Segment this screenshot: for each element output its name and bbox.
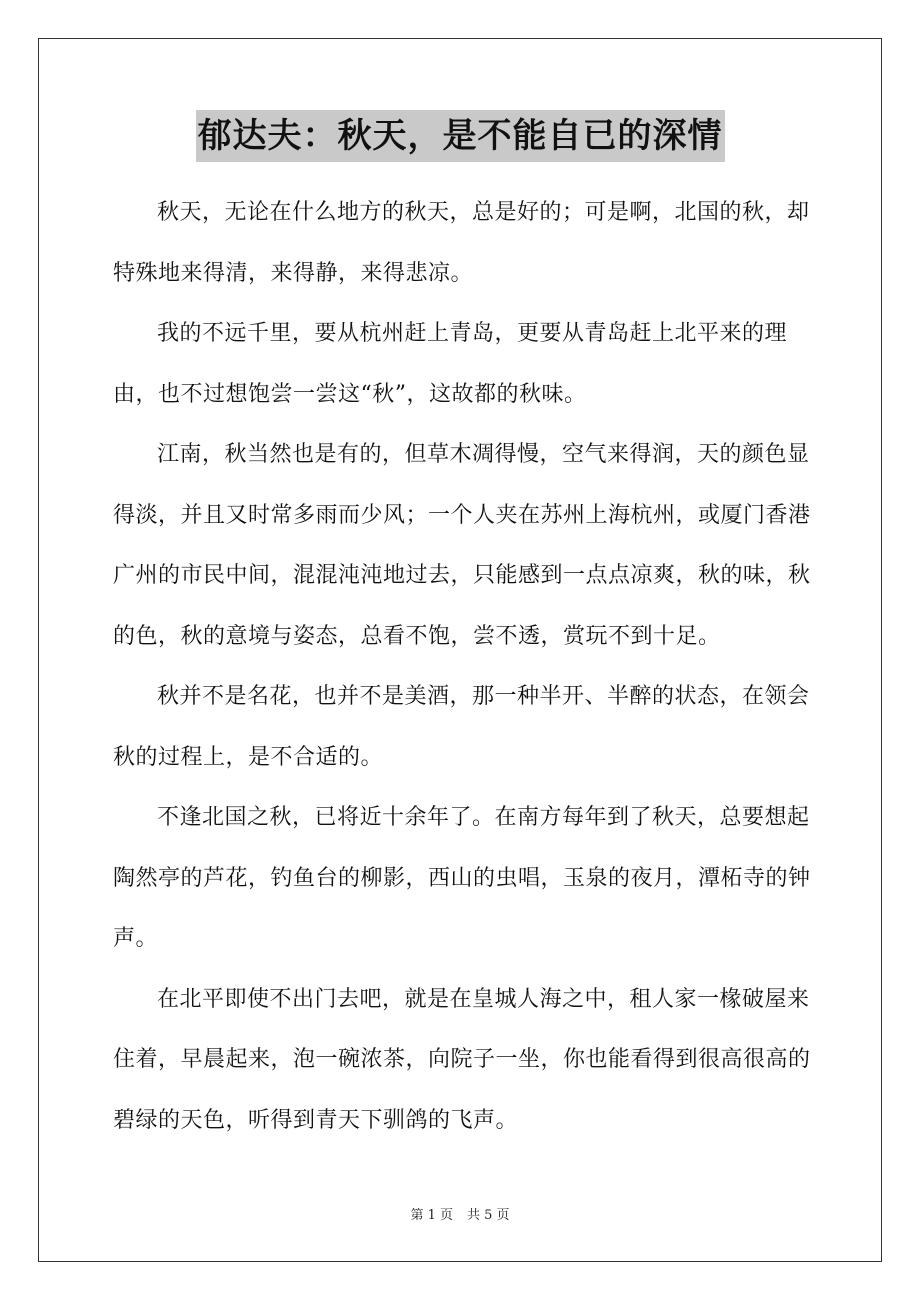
paragraph: 秋天，无论在什么地方的秋天，总是好的；可是啊，北国的秋，却特殊地来得清，来得静，来得悲凉。 xyxy=(113,200,810,286)
title-container xyxy=(0,110,920,162)
paragraph: 秋并不是名花，也并不是美酒，那一种半开、半醉的状态，在领会秋的过程上，是不合适的。 xyxy=(113,684,810,770)
paragraph: 江南，秋当然也是有的，但草木凋得慢，空气来得润，天的颜色显得淡，并且又时常多雨而少风；一个人夹在苏州上海杭州，或厦门香港广州的市民中间，混混沌沌地过去，只能感到一点点凉爽，秋的味，秋的色，秋的意境与姿态，总看不饱，尝不透，赏玩不到十足。 xyxy=(113,442,811,649)
paragraph: 在北平即使不出门去吧，就是在皇城人海之中，租人家一椽破屋来住着，早晨起来，泡一碗浓茶，向院子一坐，你也能看得到很高很高的碧绿的天色，听得到青天下驯鸽的飞声。 xyxy=(113,986,811,1133)
page-footer xyxy=(0,1206,920,1226)
paragraph: 我的不远千里，要从杭州赶上青岛，更要从青岛赶上北平来的理由，也不过想饱尝一尝这“秋”，这故都的秋味。 xyxy=(113,321,788,407)
page-number: 第 1 页 xyxy=(410,1208,453,1223)
document-body xyxy=(113,183,813,1151)
page-total: 共 5 页 xyxy=(467,1208,510,1223)
paragraph: 不逢北国之秋，已将近十余年了。在南方每年到了秋天，总要想起陶然亭的芦花，钓鱼台的柳影，西山的虫唱，玉泉的夜月，潭柘寺的钟声。 xyxy=(113,805,811,951)
document-title: 郁达夫：秋天，是不能自已的深情 xyxy=(196,110,725,162)
